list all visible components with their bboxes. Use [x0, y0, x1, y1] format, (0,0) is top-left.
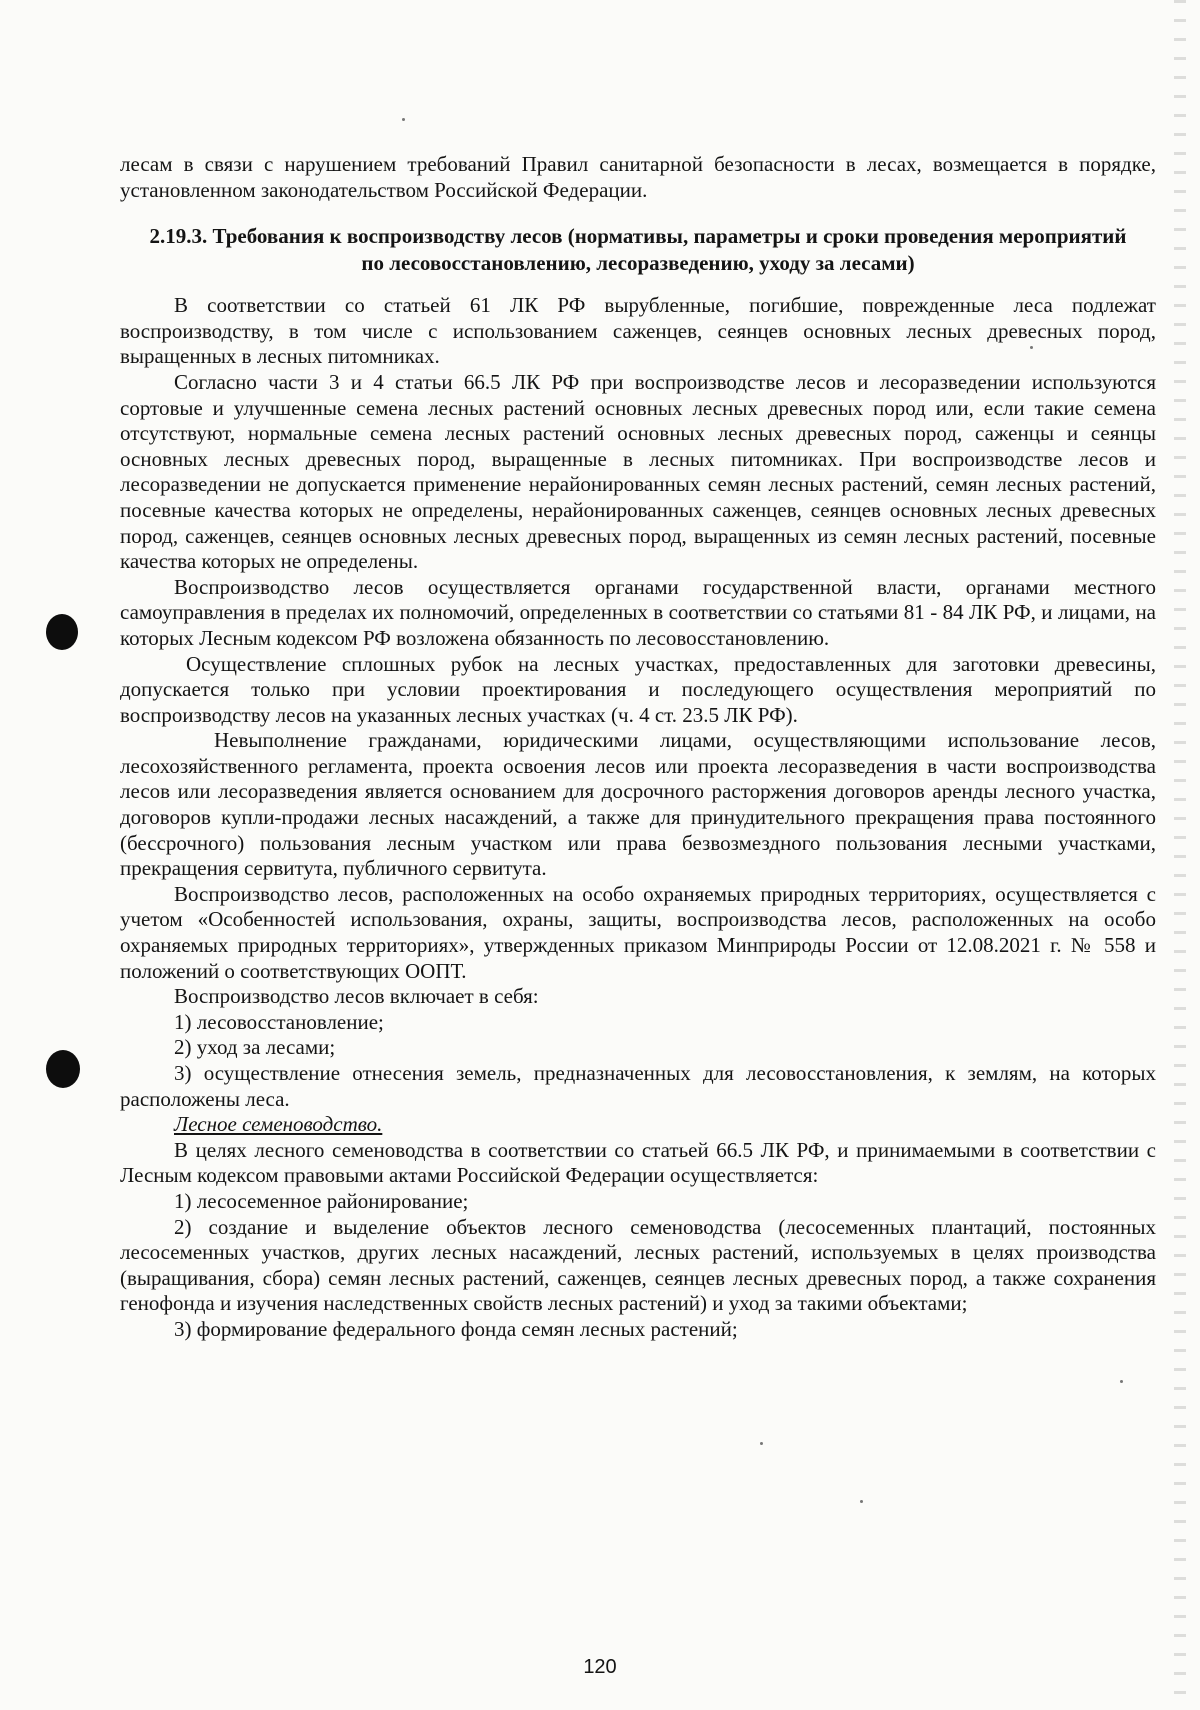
paragraph: В соответствии со статьей 61 ЛК РФ вырубленные, погибшие, поврежденные леса подлежат воспроизводству, в том числе с использованием саженцев, сеянцев основных лесных древесных пород, выращенных в лесных питомниках.	[120, 293, 1156, 369]
list-item: 2) уход за лесами;	[174, 1035, 336, 1060]
scan-speck	[1120, 1380, 1123, 1383]
scan-speck	[760, 1442, 763, 1445]
paragraph: Согласно части 3 и 4 статьи 66.5 ЛК РФ при воспроизводстве лесов и лесоразведении используются сортовые и улучшенные семена лесных растений основных лесных древесных пород или, если такие семена отсутствуют, нормальные семена лесных растений основных лесных древесных пород, саженцы и сеянцы основных лесных древесных пород, выращенные в лесных питомниках. При воспроизводстве лесов и лесоразведении не допускается применение нерайонированных семян лесных растений, семян лесных растений, посевные качества которых не определены, нерайонированных саженцев, сеянцев основных лесных древесных пород, саженцев, сеянцев основных лесных древесных пород, выращенных из семян лесных растений, посевные качества которых не определены.	[120, 369, 1156, 574]
punch-hole-mark	[46, 614, 78, 650]
intro-continuation: лесам в связи с нарушением требований Правил санитарной безопасности в лесах, возмещается в порядке, установленном законодательством Российской Федерации.	[120, 152, 1156, 202]
document-body	[120, 152, 1156, 1343]
paragraph: Воспроизводство лесов осуществляется органами государственной власти, органами местного самоуправления в пределах их полномочий, определенных в соответствии со статьями 81 - 84 ЛК РФ, и лицами, на которых Лесным кодексом РФ возложена обязанность по лесовосстановлению.	[120, 574, 1156, 650]
scan-speck	[402, 118, 405, 121]
punch-hole-mark	[46, 1050, 80, 1088]
list-item: 1) лесовосстановление;	[174, 1009, 384, 1034]
paragraph: Невыполнение гражданами, юридическими лицами, осуществляющими использование лесов, лесохозяйственного регламента, проекта освоения лесов или проекта лесоразведения в части воспроизводства лесов или лесоразведения является основанием для досрочного расторжения договоров аренды лесного участка, договоров купли-продажи лесных насаждений, а также для принудительного прекращения права постоянного (бессрочного) пользования лесным участком или права безвозмездного пользования лесными участками, прекращения сервитута, публичного сервитута.	[120, 728, 1156, 881]
section-heading: 2.19.3. Требования к воспроизводству лесов (нормативы, параметры и сроки проведения мероприятий по лесовосстановлению, лесоразведению, уходу за лесами)	[149, 224, 1127, 276]
paragraph: В целях лесного семеноводства в соответствии со статьей 66.5 ЛК РФ, и принимаемыми в соответствии с Лесным кодексом правовыми актами Российской Федерации осуществляется:	[120, 1137, 1156, 1188]
list-item: 3) формирование федерального фонда семян лесных растений;	[174, 1316, 738, 1341]
paragraph: Осуществление сплошных рубок на лесных участках, предоставленных для заготовки древесины, допускается только при условии проектирования и последующего осуществления мероприятий по воспроизводству лесов на указанных лесных участках (ч. 4 ст. 23.5 ЛК РФ).	[120, 651, 1156, 727]
subheading: Лесное семеноводство.	[174, 1112, 383, 1137]
list-item: 2) создание и выделение объектов лесного семеноводства (лесосеменных плантаций, постоянных лесосеменных участков, других лесных насаждений, лесных растений, используемых в целях производства (выращивания, сбора) семян лесных растений, саженцев, сеянцев лесных древесных пород, а также сохранения генофонда и изучения наследственных свойств лесных растений) и уход за такими объектами;	[120, 1214, 1156, 1316]
paragraph: Воспроизводство лесов, расположенных на особо охраняемых природных территориях, осуществляется с учетом «Особенностей использования, охраны, защиты, воспроизводства лесов, расположенных на особо охраняемых природных территориях», утвержденных приказом Минприроды России от 12.08.2021 г. № 558 и положений о соответствующих ООПТ.	[120, 881, 1156, 983]
page-number: 120	[583, 1656, 617, 1678]
list-item: 3) осуществление отнесения земель, предназначенных для лесовосстановления, к землям, на которых расположены леса.	[120, 1061, 1156, 1111]
paragraph: Воспроизводство лесов включает в себя:	[174, 984, 539, 1009]
scan-edge-artifact	[1174, 0, 1186, 1710]
scan-speck	[860, 1500, 863, 1503]
list-item: 1) лесосеменное районирование;	[174, 1188, 469, 1213]
